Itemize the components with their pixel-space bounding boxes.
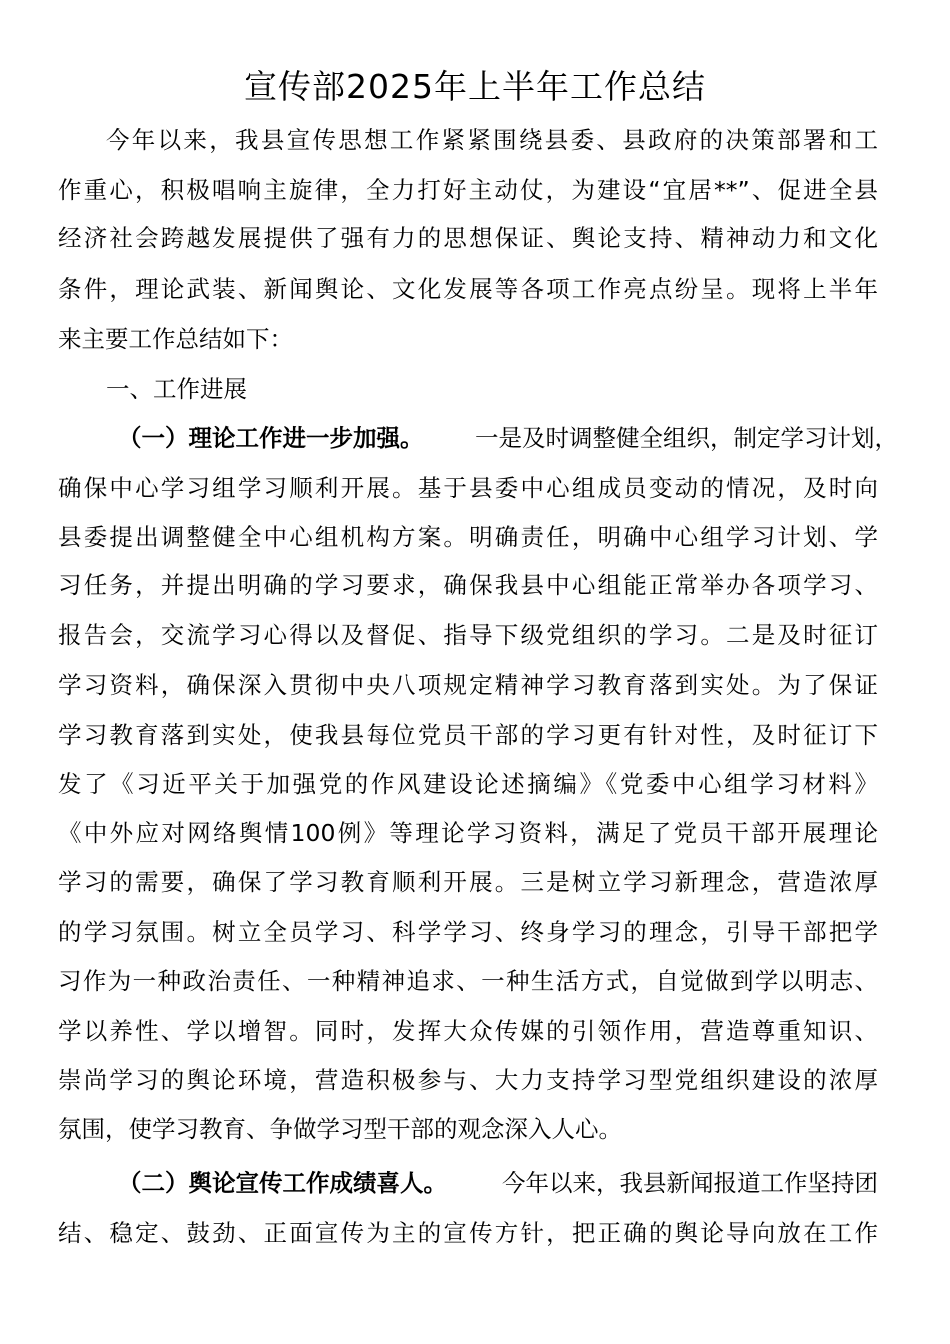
paragraph-line: 发了《习近平关于加强党的作风建设论述摘编》《党委中心组学习材料》 [58, 770, 878, 798]
subsection-heading: （二）舆论宣传工作成绩喜人。 [118, 1169, 447, 1197]
paragraph-line: 崇尚学习的舆论环境，营造积极参与、大力支持学习型党组织建设的浓厚 [58, 1066, 878, 1094]
paragraph-text: 今年以来，我县新闻报道工作坚持团 [502, 1169, 878, 1197]
paragraph-line: 经济社会跨越发展提供了强有力的思想保证、舆论支持、精神动力和文化 [58, 224, 878, 252]
paragraph-text: 一是及时调整健全组织，制定学习计划， [475, 424, 898, 452]
paragraph-line: 报告会，交流学习心得以及督促、指导下级党组织的学习。二是及时征订 [58, 621, 878, 649]
paragraph-line: 氛围，使学习教育、争做学习型干部的观念深入人心。 [58, 1115, 622, 1143]
paragraph-line: 的学习氛围。树立全员学习、科学学习、终身学习的理念，引导干部把学 [58, 918, 878, 946]
paragraph-line: 学习教育落到实处，使我县每位党员干部的学习更有针对性，及时征订下 [58, 721, 878, 749]
paragraph-line: 确保中心学习组学习顺利开展。基于县委中心组成员变动的情况，及时向 [58, 474, 878, 502]
paragraph-line: 县委提出调整健全中心组机构方案。明确责任，明确中心组学习计划、学 [58, 523, 878, 551]
section-heading: 一、工作进展 [106, 375, 247, 403]
paragraph-line: 学以养性、学以增智。同时，发挥大众传媒的引领作用，营造尊重知识、 [58, 1017, 878, 1045]
document-title: 宣传部2025年上半年工作总结 [244, 67, 706, 106]
paragraph-line: 作重心，积极唱响主旋律，全力打好主动仗，为建设“宜居**”、促进全县 [58, 176, 878, 204]
paragraph-line: 学习的需要，确保了学习教育顺利开展。三是树立学习新理念，营造浓厚 [58, 868, 878, 896]
paragraph-line: 来主要工作总结如下： [58, 325, 293, 353]
paragraph-line: 学习资料，确保深入贯彻中央八项规定精神学习教育落到实处。为了保证 [58, 671, 878, 699]
paragraph-line: 习任务，并提出明确的学习要求，确保我县中心组能正常举办各项学习、 [58, 571, 878, 599]
paragraph-line: 结、稳定、鼓劲、正面宣传为主的宣传方针，把正确的舆论导向放在工作 [58, 1219, 878, 1247]
paragraph-line-with-heading [118, 413, 898, 463]
paragraph-line: 《中外应对网络舆情100例》等理论学习资料，满足了党员干部开展理论 [58, 819, 878, 847]
paragraph-line: 今年以来，我县宣传思想工作紧紧围绕县委、县政府的决策部署和工 [106, 126, 878, 154]
paragraph-line: 习作为一种政治责任、一种精神追求、一种生活方式，自觉做到学以明志、 [58, 967, 878, 995]
paragraph-line: 条件，理论武装、新闻舆论、文化发展等各项工作亮点纷呈。现将上半年 [58, 275, 878, 303]
paragraph-line-with-heading [118, 1158, 878, 1208]
subsection-heading: （一）理论工作进一步加强。 [118, 424, 424, 452]
